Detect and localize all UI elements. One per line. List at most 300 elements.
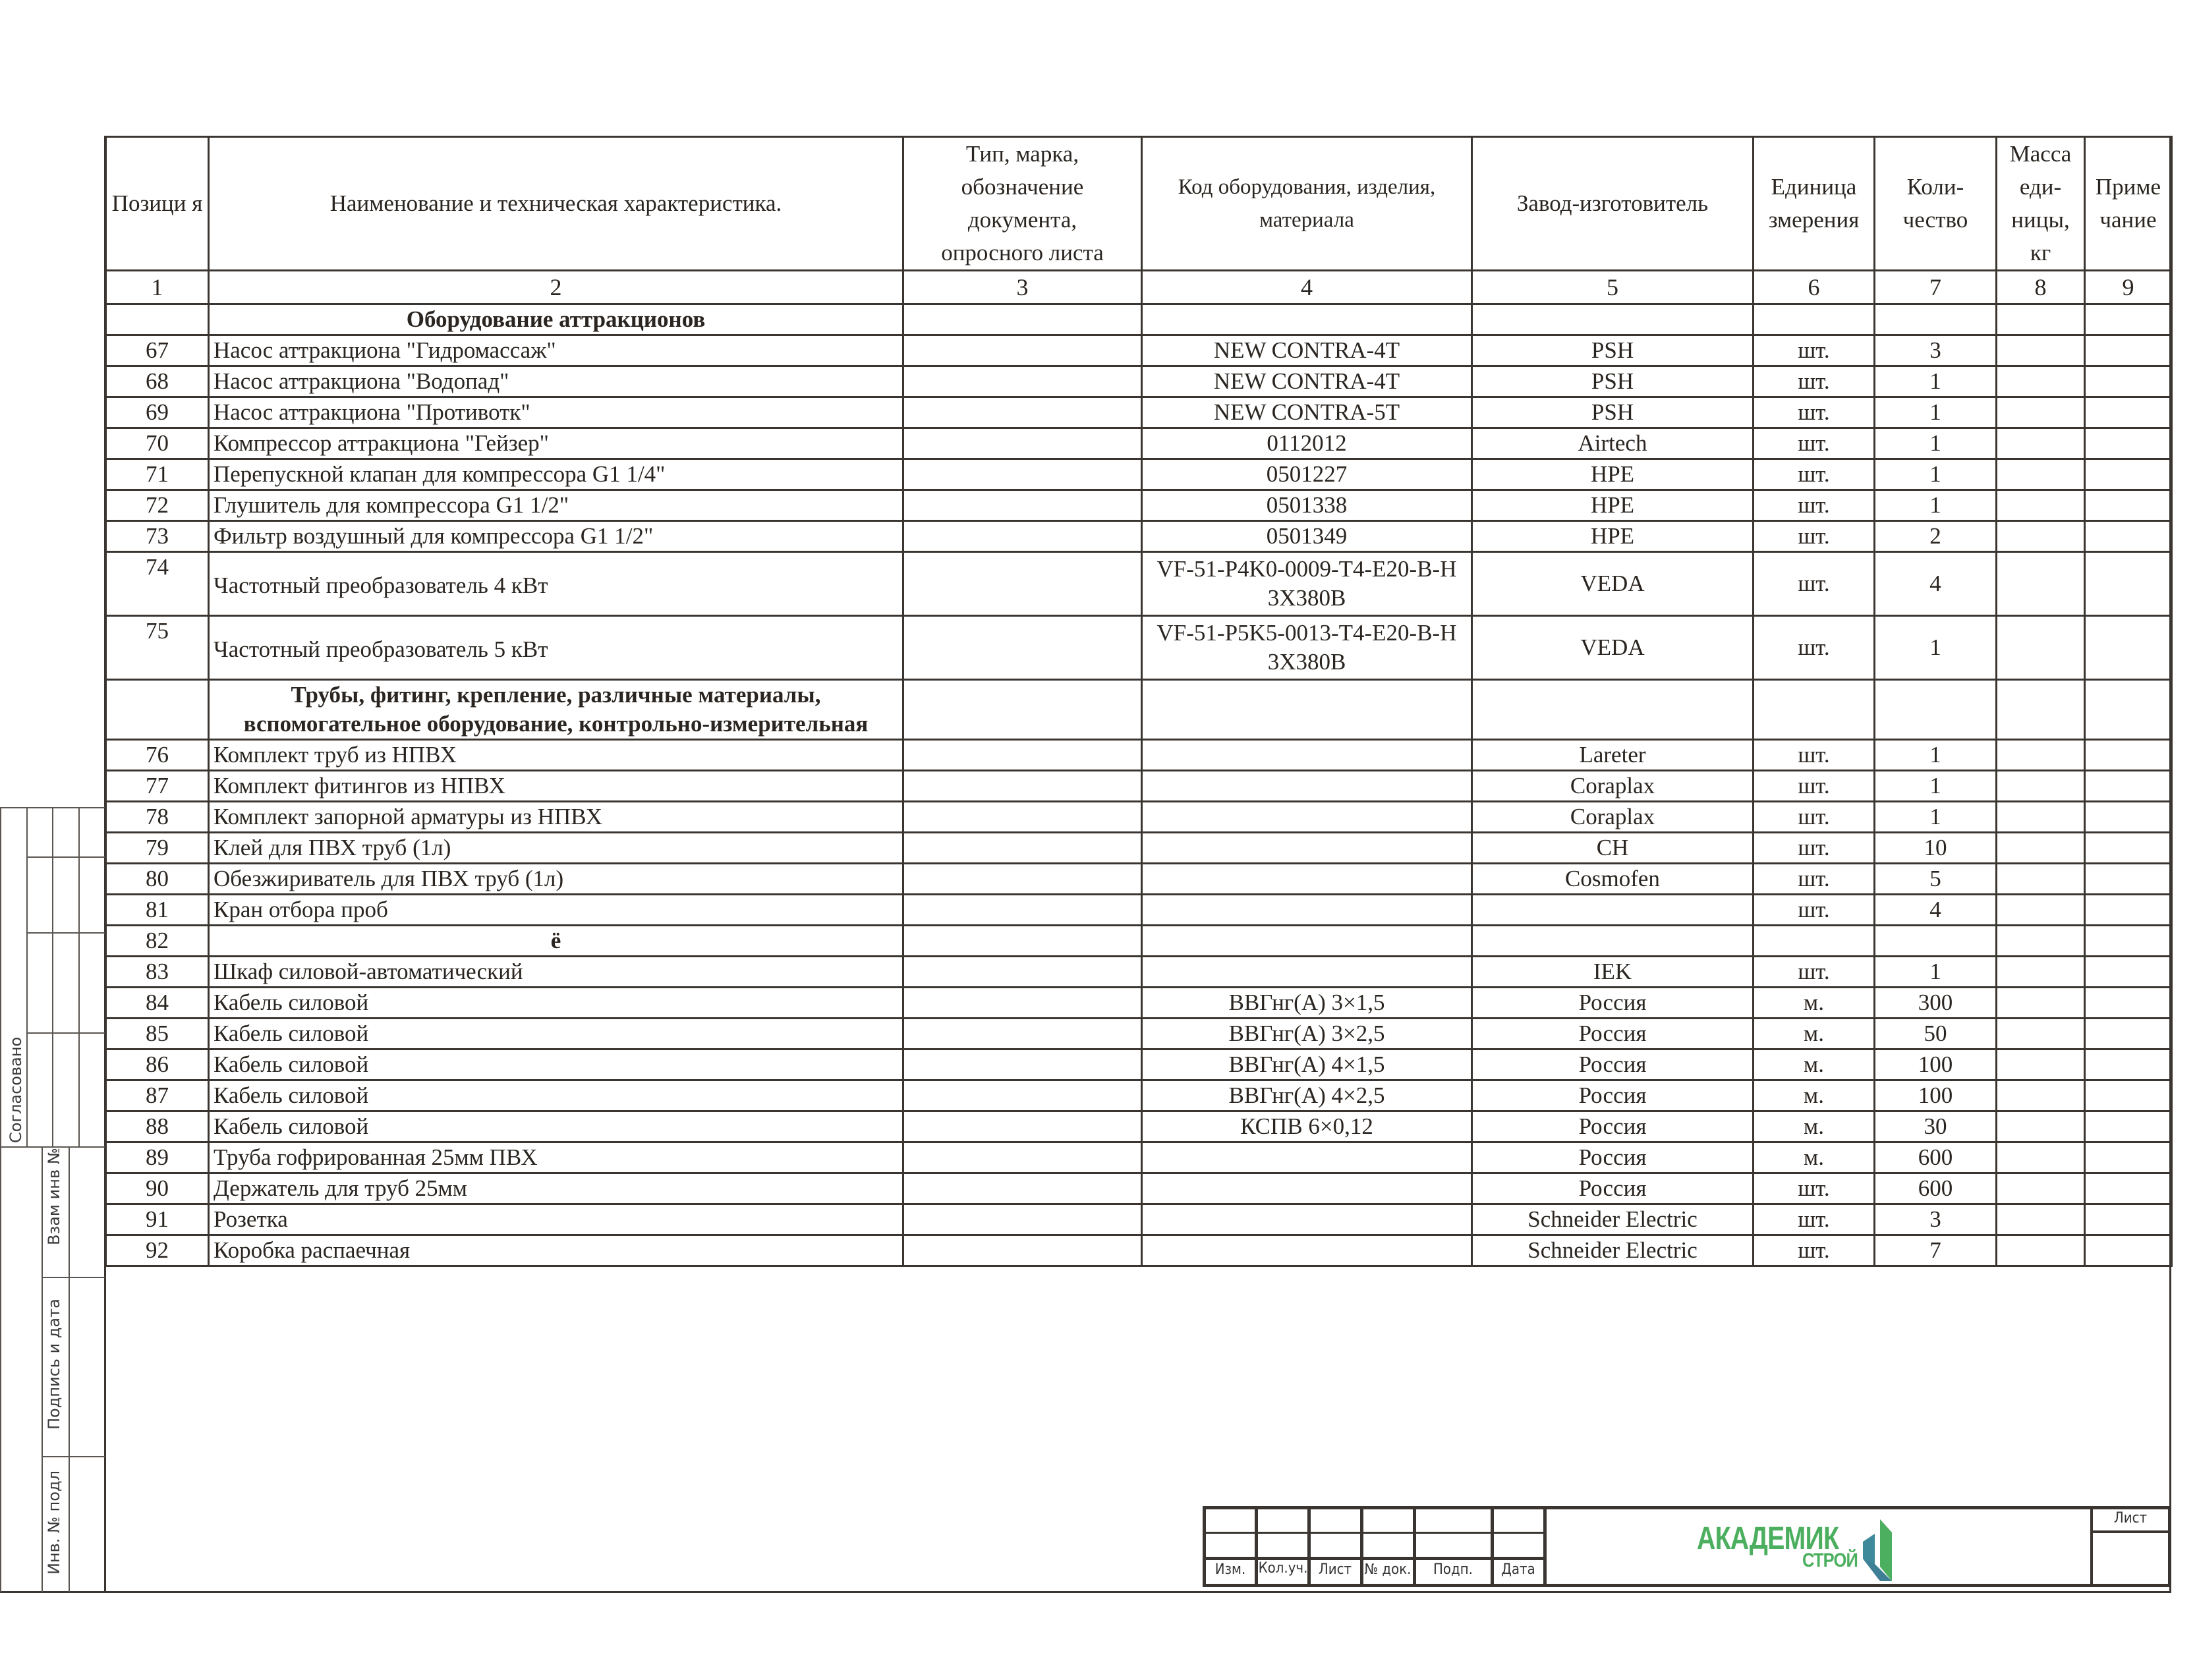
tb-line	[1203, 1532, 1545, 1534]
table-row	[106, 833, 2172, 864]
header-unit: Единица змерения	[1754, 137, 1875, 271]
table-row	[106, 1235, 2172, 1266]
section-row-materials	[106, 680, 2172, 740]
unit-cell: шт.	[1754, 740, 1875, 771]
position-cell: 74	[106, 552, 209, 616]
manufacturer-cell: Cosmofen	[1472, 864, 1754, 895]
manufacturer-cell: Россия	[1472, 1050, 1754, 1080]
position-cell: 84	[106, 988, 209, 1019]
code-cell: NEW CONTRA-5T	[1142, 397, 1472, 428]
table-row	[106, 1204, 2172, 1235]
name-cell: Насос аттракциона "Водопад"	[209, 366, 903, 397]
stamp-line	[78, 807, 80, 1146]
unit-cell: шт.	[1754, 428, 1875, 459]
unit-cell	[1754, 926, 1875, 957]
stamp-line	[26, 856, 105, 858]
empty-cell	[903, 680, 1142, 740]
quantity-cell	[1875, 926, 1997, 957]
code-cell: КСПВ 6×0,12	[1142, 1111, 1472, 1142]
unit-cell: шт.	[1754, 1204, 1875, 1235]
mass-cell	[1997, 895, 2085, 926]
code-cell: NEW CONTRA-4T	[1142, 335, 1472, 366]
note-cell	[2085, 1080, 2172, 1111]
header-mass: Масса еди- ницы, кг	[1997, 137, 2085, 271]
column-number: 3	[903, 271, 1142, 304]
type-cell	[903, 428, 1142, 459]
position-cell: 78	[106, 802, 209, 833]
quantity-cell: 4	[1875, 895, 1997, 926]
mass-cell	[1997, 740, 2085, 771]
tb-line	[1203, 1557, 1545, 1560]
position-cell: 92	[106, 1235, 209, 1266]
logo-sub-text: СТРОЙ	[1802, 1550, 1858, 1571]
manufacturer-cell: PSH	[1472, 335, 1754, 366]
empty-cell	[1875, 680, 1997, 740]
position-cell: 87	[106, 1080, 209, 1111]
stamp-line	[26, 807, 28, 1146]
mass-cell	[1997, 1111, 2085, 1142]
name-cell: Кабель силовой	[209, 1019, 903, 1050]
quantity-cell: 2	[1875, 521, 1997, 552]
code-cell: 0501227	[1142, 459, 1472, 490]
mass-cell	[1997, 552, 2085, 616]
column-number: 5	[1472, 271, 1754, 304]
position-cell: 71	[106, 459, 209, 490]
table-row	[106, 957, 2172, 988]
stamp-line	[42, 1146, 43, 1592]
note-cell	[2085, 366, 2172, 397]
position-cell: 88	[106, 1111, 209, 1142]
manufacturer-cell: IEK	[1472, 957, 1754, 988]
type-cell	[903, 616, 1142, 680]
quantity-cell: 1	[1875, 459, 1997, 490]
tb-line	[2168, 1506, 2171, 1587]
table-row	[106, 1173, 2172, 1204]
stamp-line	[52, 807, 53, 1146]
tb-label-date: Дата	[1501, 1561, 1535, 1578]
quantity-cell: 1	[1875, 397, 1997, 428]
name-cell: Розетка	[209, 1204, 903, 1235]
quantity-cell: 50	[1875, 1019, 1997, 1050]
table-row	[106, 335, 2172, 366]
empty-cell	[1997, 304, 2085, 335]
mass-cell	[1997, 771, 2085, 802]
quantity-cell: 1	[1875, 366, 1997, 397]
note-cell	[2085, 1235, 2172, 1266]
name-cell: Глушитель для компрессора G1 1/2"	[209, 490, 903, 521]
stamp-replaced-inv-label: Взам инв №	[45, 1148, 63, 1245]
type-cell	[903, 926, 1142, 957]
name-cell: Держатель для труб 25мм	[209, 1173, 903, 1204]
code-cell	[1142, 957, 1472, 988]
position-cell: 83	[106, 957, 209, 988]
type-cell	[903, 771, 1142, 802]
note-cell	[2085, 833, 2172, 864]
tb-sheet-label: Лист	[2113, 1510, 2148, 1526]
manufacturer-cell: Airtech	[1472, 428, 1754, 459]
type-cell	[903, 988, 1142, 1019]
code-cell	[1142, 895, 1472, 926]
mass-cell	[1997, 1142, 2085, 1173]
type-cell	[903, 802, 1142, 833]
code-cell: ВВГнг(А) 3×2,5	[1142, 1019, 1472, 1050]
manufacturer-cell: Coraplax	[1472, 802, 1754, 833]
mass-cell	[1997, 428, 2085, 459]
empty-cell	[1472, 304, 1754, 335]
section-title: Оборудование аттракционов	[209, 304, 903, 335]
name-cell: Перепускной клапан для компрессора G1 1/4"	[209, 459, 903, 490]
quantity-cell: 600	[1875, 1173, 1997, 1204]
position-cell: 69	[106, 397, 209, 428]
name-cell: Частотный преобразователь 4 кВт	[209, 552, 903, 616]
name-cell: ё	[209, 926, 903, 957]
manufacturer-cell: HPE	[1472, 459, 1754, 490]
table-row	[106, 771, 2172, 802]
table-row	[106, 428, 2172, 459]
code-cell: ВВГнг(А) 3×1,5	[1142, 988, 1472, 1019]
manufacturer-cell: Schneider Electric	[1472, 1235, 1754, 1266]
column-number-row	[106, 271, 2172, 304]
position-cell: 82	[106, 926, 209, 957]
frame-line	[104, 136, 106, 1593]
code-cell	[1142, 1235, 1472, 1266]
unit-cell: шт.	[1754, 335, 1875, 366]
position-cell: 86	[106, 1050, 209, 1080]
empty-cell	[106, 304, 209, 335]
mass-cell	[1997, 957, 2085, 988]
stamp-line	[42, 1456, 105, 1457]
code-cell	[1142, 1142, 1472, 1173]
header-manufacturer: Завод-изготовитель	[1472, 137, 1754, 271]
empty-cell	[903, 304, 1142, 335]
type-cell	[903, 552, 1142, 616]
note-cell	[2085, 895, 2172, 926]
type-cell	[903, 1204, 1142, 1235]
type-cell	[903, 1142, 1142, 1173]
mass-cell	[1997, 1019, 2085, 1050]
code-cell	[1142, 771, 1472, 802]
quantity-cell: 1	[1875, 802, 1997, 833]
stamp-inv-orig-label: Инв. № подл	[45, 1470, 63, 1575]
table-row	[106, 802, 2172, 833]
type-cell	[903, 833, 1142, 864]
position-cell: 68	[106, 366, 209, 397]
column-number: 4	[1142, 271, 1472, 304]
empty-cell	[1142, 304, 1472, 335]
note-cell	[2085, 1142, 2172, 1173]
manufacturer-cell: HPE	[1472, 490, 1754, 521]
note-cell	[2085, 428, 2172, 459]
column-number: 1	[106, 271, 209, 304]
manufacturer-cell: Россия	[1472, 1111, 1754, 1142]
unit-cell: м.	[1754, 1080, 1875, 1111]
header-position: Позици я	[106, 137, 209, 271]
manufacturer-cell: Coraplax	[1472, 771, 1754, 802]
type-cell	[903, 740, 1142, 771]
header-code: Код оборудования, изделия, материала	[1142, 137, 1472, 271]
note-cell	[2085, 397, 2172, 428]
name-cell: Шкаф силовой-автоматический	[209, 957, 903, 988]
name-cell: Частотный преобразователь 5 кВт	[209, 616, 903, 680]
position-cell: 85	[106, 1019, 209, 1050]
table-row	[106, 895, 2172, 926]
mass-cell	[1997, 459, 2085, 490]
empty-cell	[2085, 680, 2172, 740]
note-cell	[2085, 1019, 2172, 1050]
name-cell: Насос аттракциона "Противотк"	[209, 397, 903, 428]
unit-cell: шт.	[1754, 895, 1875, 926]
logo-house-icon	[1860, 1519, 1900, 1582]
quantity-cell: 1	[1875, 428, 1997, 459]
code-cell	[1142, 926, 1472, 957]
stamp-line	[26, 932, 105, 934]
stamp-line	[0, 807, 1, 1592]
tb-label-sheet: Лист	[1318, 1561, 1352, 1578]
quantity-cell: 100	[1875, 1050, 1997, 1080]
table-row	[106, 1050, 2172, 1080]
table-row	[106, 552, 2172, 616]
note-cell	[2085, 616, 2172, 680]
type-cell	[903, 397, 1142, 428]
quantity-cell: 1	[1875, 616, 1997, 680]
table-row	[106, 366, 2172, 397]
note-cell	[2085, 1173, 2172, 1204]
unit-cell: шт.	[1754, 552, 1875, 616]
name-cell: Комплект запорной арматуры из НПВХ	[209, 802, 903, 833]
type-cell	[903, 1111, 1142, 1142]
specification-table	[105, 136, 2173, 1267]
stamp-sign-date-label: Подпись и дата	[45, 1299, 63, 1430]
unit-cell: шт.	[1754, 1235, 1875, 1266]
mass-cell	[1997, 1204, 2085, 1235]
quantity-cell: 1	[1875, 490, 1997, 521]
name-cell: Фильтр воздушный для компрессора G1 1/2"	[209, 521, 903, 552]
mass-cell	[1997, 926, 2085, 957]
tb-label-count: Кол.уч.	[1258, 1560, 1308, 1577]
note-cell	[2085, 926, 2172, 957]
empty-cell	[1754, 680, 1875, 740]
unit-cell: шт.	[1754, 366, 1875, 397]
tb-label-signature: Подп.	[1433, 1561, 1473, 1578]
name-cell: Кабель силовой	[209, 1111, 903, 1142]
table-row	[106, 864, 2172, 895]
code-cell: 0501349	[1142, 521, 1472, 552]
unit-cell: шт.	[1754, 616, 1875, 680]
name-cell: Клей для ПВХ труб (1л)	[209, 833, 903, 864]
header-note: Приме чание	[2085, 137, 2172, 271]
header-name: Наименование и техническая характеристика.	[209, 137, 903, 271]
stamp-line	[42, 1277, 105, 1278]
type-cell	[903, 335, 1142, 366]
note-cell	[2085, 957, 2172, 988]
note-cell	[2085, 1111, 2172, 1142]
position-cell: 67	[106, 335, 209, 366]
note-cell	[2085, 802, 2172, 833]
code-cell: NEW CONTRA-4T	[1142, 366, 1472, 397]
mass-cell	[1997, 833, 2085, 864]
stamp-line	[26, 1032, 105, 1034]
name-cell: Насос аттракциона "Гидромассаж"	[209, 335, 903, 366]
tb-line	[1203, 1506, 2171, 1509]
code-cell: ВВГнг(А) 4×1,5	[1142, 1050, 1472, 1080]
type-cell	[903, 459, 1142, 490]
manufacturer-cell: PSH	[1472, 366, 1754, 397]
quantity-cell: 600	[1875, 1142, 1997, 1173]
note-cell	[2085, 771, 2172, 802]
position-cell: 75	[106, 616, 209, 680]
empty-cell	[106, 680, 209, 740]
table-row	[106, 521, 2172, 552]
unit-cell: м.	[1754, 1142, 1875, 1173]
manufacturer-cell: Россия	[1472, 1173, 1754, 1204]
position-cell: 70	[106, 428, 209, 459]
table-row	[106, 740, 2172, 771]
name-cell: Кабель силовой	[209, 1080, 903, 1111]
unit-cell: шт.	[1754, 459, 1875, 490]
quantity-cell: 3	[1875, 335, 1997, 366]
position-cell: 80	[106, 864, 209, 895]
tb-line	[1543, 1506, 1547, 1587]
manufacturer-cell: Россия	[1472, 1080, 1754, 1111]
unit-cell: м.	[1754, 1019, 1875, 1050]
position-cell: 90	[106, 1173, 209, 1204]
manufacturer-cell: Россия	[1472, 1142, 1754, 1173]
code-line: 3X380B	[1267, 649, 1346, 675]
code-line: 3X380B	[1267, 585, 1346, 611]
logo-main-text: АКАДЕМИК	[1697, 1521, 1839, 1556]
code-cell	[1142, 1173, 1472, 1204]
mass-cell	[1997, 490, 2085, 521]
manufacturer-cell: HPE	[1472, 521, 1754, 552]
tb-line	[2090, 1530, 2171, 1533]
header-quantity: Коли- чество	[1875, 137, 1997, 271]
manufacturer-cell	[1472, 926, 1754, 957]
tb-label-change: Изм.	[1214, 1561, 1246, 1578]
code-cell	[1142, 552, 1472, 616]
table-row	[106, 1142, 2172, 1173]
section-title-line: Трубы, фитинг, крепление, различные материалы,	[291, 682, 821, 708]
tb-line	[1203, 1584, 2171, 1587]
name-cell: Обезжириватель для ПВХ труб (1л)	[209, 864, 903, 895]
position-cell: 79	[106, 833, 209, 864]
code-cell	[1142, 616, 1472, 680]
column-number: 6	[1754, 271, 1875, 304]
name-cell: Комплект труб из НПВХ	[209, 740, 903, 771]
quantity-cell: 3	[1875, 1204, 1997, 1235]
note-cell	[2085, 988, 2172, 1019]
type-cell	[903, 490, 1142, 521]
type-cell	[903, 1235, 1142, 1266]
code-cell	[1142, 802, 1472, 833]
unit-cell: шт.	[1754, 833, 1875, 864]
manufacturer-cell: PSH	[1472, 397, 1754, 428]
note-cell	[2085, 459, 2172, 490]
type-cell	[903, 864, 1142, 895]
table-row	[106, 459, 2172, 490]
manufacturer-cell: VEDA	[1472, 552, 1754, 616]
quantity-cell: 30	[1875, 1111, 1997, 1142]
code-cell	[1142, 740, 1472, 771]
quantity-cell: 7	[1875, 1235, 1997, 1266]
header-type: Тип, марка, обозначение документа, опросного листа	[903, 137, 1142, 271]
type-cell	[903, 957, 1142, 988]
empty-cell	[2085, 304, 2172, 335]
position-cell: 76	[106, 740, 209, 771]
table-row	[106, 490, 2172, 521]
quantity-cell: 1	[1875, 740, 1997, 771]
type-cell	[903, 1019, 1142, 1050]
frame-line	[2169, 136, 2171, 1593]
mass-cell	[1997, 616, 2085, 680]
code-cell: ВВГнг(А) 4×2,5	[1142, 1080, 1472, 1111]
position-cell: 72	[106, 490, 209, 521]
note-cell	[2085, 1204, 2172, 1235]
note-cell	[2085, 521, 2172, 552]
manufacturer-cell: Lareter	[1472, 740, 1754, 771]
name-cell: Компрессор аттракциона "Гейзер"	[209, 428, 903, 459]
quantity-cell: 4	[1875, 552, 1997, 616]
table-row	[106, 397, 2172, 428]
code-cell	[1142, 1204, 1472, 1235]
name-cell: Кран отбора проб	[209, 895, 903, 926]
mass-cell	[1997, 335, 2085, 366]
mass-cell	[1997, 802, 2085, 833]
frame-line	[0, 1591, 2171, 1593]
empty-cell	[1142, 680, 1472, 740]
quantity-cell: 100	[1875, 1080, 1997, 1111]
quantity-cell: 1	[1875, 771, 1997, 802]
code-line: VF-51-P4K0-0009-T4-E20-B-H	[1156, 556, 1457, 582]
quantity-cell: 10	[1875, 833, 1997, 864]
code-line: VF-51-P5K5-0013-T4-E20-B-H	[1156, 620, 1457, 646]
empty-cell	[1754, 304, 1875, 335]
position-cell: 77	[106, 771, 209, 802]
column-number: 2	[209, 271, 903, 304]
position-cell: 73	[106, 521, 209, 552]
empty-cell	[1472, 680, 1754, 740]
unit-cell: шт.	[1754, 802, 1875, 833]
name-cell: Кабель силовой	[209, 1050, 903, 1080]
tb-label-doc-no: № док.	[1364, 1561, 1412, 1578]
manufacturer-cell	[1472, 895, 1754, 926]
unit-cell: м.	[1754, 1050, 1875, 1080]
quantity-cell: 5	[1875, 864, 1997, 895]
unit-cell: шт.	[1754, 771, 1875, 802]
manufacturer-cell: CH	[1472, 833, 1754, 864]
manufacturer-cell: VEDA	[1472, 616, 1754, 680]
code-cell	[1142, 833, 1472, 864]
mass-cell	[1997, 521, 2085, 552]
note-cell	[2085, 1050, 2172, 1080]
table-row	[106, 616, 2172, 680]
mass-cell	[1997, 1050, 2085, 1080]
position-cell: 91	[106, 1204, 209, 1235]
table-row	[106, 1019, 2172, 1050]
note-cell	[2085, 740, 2172, 771]
type-cell	[903, 895, 1142, 926]
quantity-cell: 1	[1875, 957, 1997, 988]
unit-cell: м.	[1754, 988, 1875, 1019]
manufacturer-cell: Россия	[1472, 988, 1754, 1019]
type-cell	[903, 1050, 1142, 1080]
column-number: 9	[2085, 271, 2172, 304]
unit-cell: шт.	[1754, 957, 1875, 988]
code-cell: 0501338	[1142, 490, 1472, 521]
type-cell	[903, 521, 1142, 552]
table-row	[106, 988, 2172, 1019]
mass-cell	[1997, 864, 2085, 895]
unit-cell: шт.	[1754, 397, 1875, 428]
